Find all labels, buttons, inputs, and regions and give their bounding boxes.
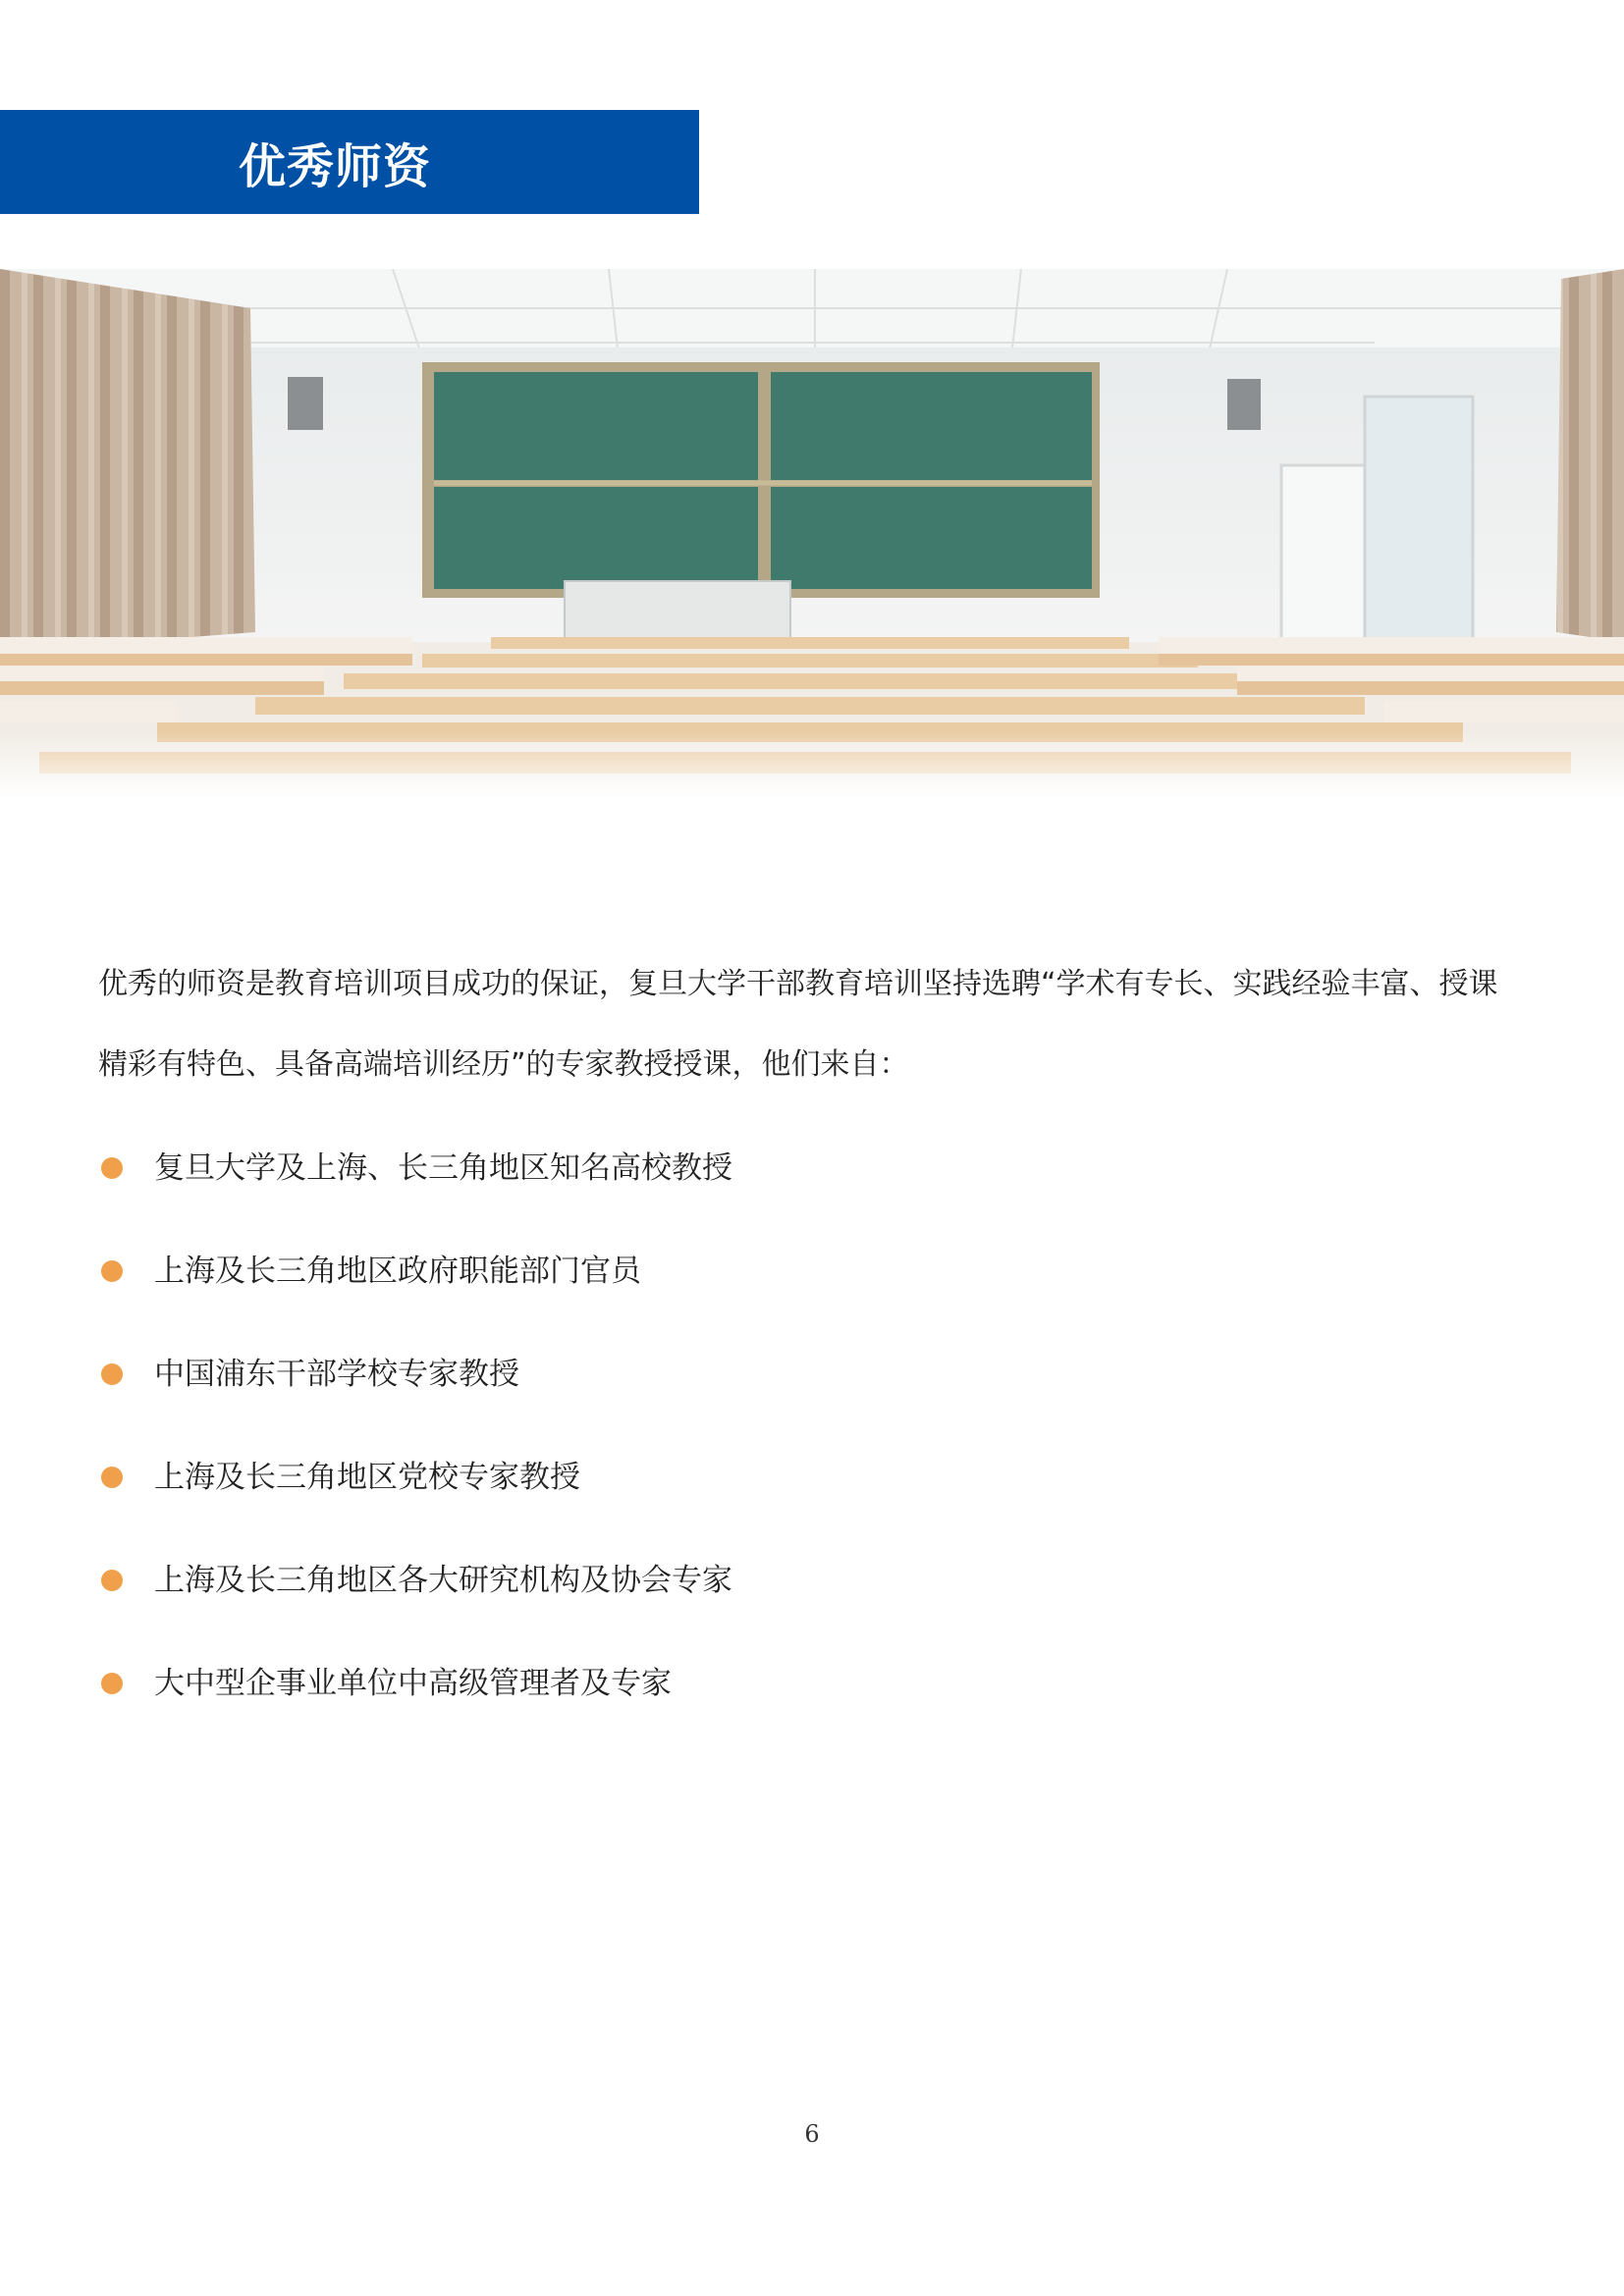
bullet-dot-icon xyxy=(101,1363,123,1385)
list-item xyxy=(98,1237,732,1340)
intro-line-1: 优秀的师资是教育培训项目成功的保证，复旦大学干部教育培训坚持选聘“学术有专长、实践经验丰富、授课 xyxy=(98,967,1498,1001)
list-item-text: 中国浦东干部学校专家教授 xyxy=(154,1357,519,1392)
bullet-dot-icon xyxy=(101,1157,123,1179)
list-item-text: 上海及长三角地区政府职能部门官员 xyxy=(154,1254,641,1289)
intro-paragraph xyxy=(98,944,1532,1105)
classroom-photo xyxy=(0,269,1624,799)
list-item xyxy=(98,1340,732,1443)
intro-line-2: 精彩有特色、具备高端培训经历”的专家教授授课，他们来自： xyxy=(98,1047,909,1082)
list-item xyxy=(98,1546,732,1649)
section-title: 优秀师资 xyxy=(239,138,432,194)
list-item-text: 上海及长三角地区各大研究机构及协会专家 xyxy=(154,1563,732,1598)
section-title-bar xyxy=(0,110,699,214)
faculty-source-list xyxy=(98,1134,732,1752)
page-number: 6 xyxy=(804,2120,820,2148)
bullet-dot-icon xyxy=(101,1467,123,1488)
list-item-text: 复旦大学及上海、长三角地区知名高校教授 xyxy=(154,1150,732,1186)
list-item xyxy=(98,1443,732,1546)
bullet-dot-icon xyxy=(101,1673,123,1694)
list-item-text: 上海及长三角地区党校专家教授 xyxy=(154,1460,580,1495)
list-item xyxy=(98,1134,732,1237)
bullet-dot-icon xyxy=(101,1570,123,1591)
list-item xyxy=(98,1649,732,1752)
bullet-dot-icon xyxy=(101,1260,123,1282)
list-item-text: 大中型企事业单位中高级管理者及专家 xyxy=(154,1666,672,1701)
